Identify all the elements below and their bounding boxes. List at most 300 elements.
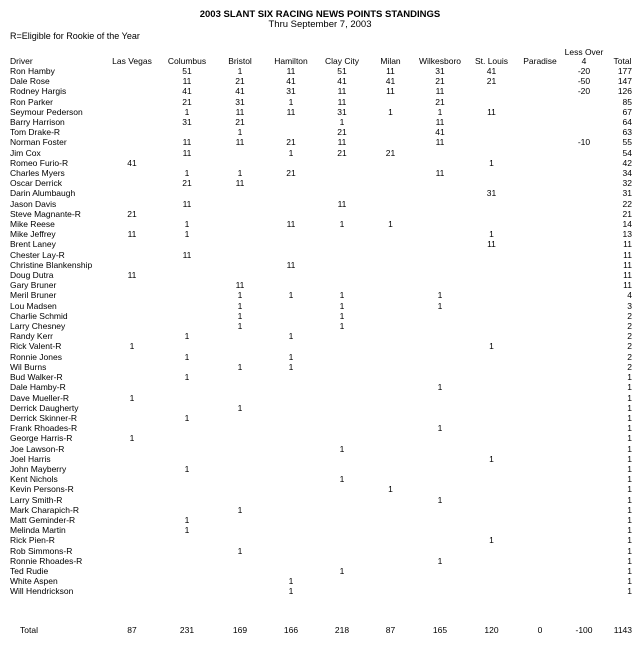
total-points: 1 — [627, 474, 632, 485]
points-cell: 1 — [288, 290, 294, 301]
table-row — [0, 474, 640, 484]
points-cell — [563, 352, 605, 362]
total-points: 11 — [623, 249, 632, 260]
points-cell — [367, 341, 414, 351]
points-cell — [105, 199, 159, 209]
points-cell — [563, 393, 605, 403]
points-cell — [215, 393, 265, 403]
points-cell — [466, 372, 517, 382]
points-cell — [367, 382, 414, 392]
points-cell — [563, 474, 605, 484]
points-cell: 41 — [385, 76, 396, 87]
points-cell — [563, 158, 605, 168]
driver-name: Ted Rudie — [10, 565, 49, 576]
points-cell — [466, 178, 517, 188]
spacer-row — [0, 597, 640, 615]
points-cell — [517, 199, 563, 209]
table-row — [0, 290, 640, 300]
points-cell — [414, 331, 466, 341]
points-cell — [367, 474, 414, 484]
points-cell — [105, 250, 159, 260]
points-cell — [414, 546, 466, 556]
points-cell — [414, 158, 466, 168]
points-cell — [215, 474, 265, 484]
points-cell — [563, 576, 605, 586]
points-cell: 11 — [235, 280, 245, 291]
points-cell — [159, 321, 215, 331]
points-cell — [367, 260, 414, 270]
points-cell — [215, 444, 265, 454]
table-row — [0, 515, 640, 525]
points-cell: 1 — [437, 494, 443, 505]
points-cell: 1 — [437, 382, 443, 393]
points-cell — [367, 352, 414, 362]
points-cell — [105, 239, 159, 249]
points-cell — [563, 229, 605, 239]
points-cell — [367, 423, 414, 433]
points-cell — [563, 413, 605, 423]
points-cell — [466, 168, 517, 178]
table-row — [0, 311, 640, 321]
points-cell: 21 — [182, 178, 192, 189]
points-cell — [159, 484, 215, 494]
table-row — [0, 148, 640, 158]
points-cell — [265, 474, 317, 484]
points-cell — [367, 311, 414, 321]
points-cell — [414, 413, 466, 423]
column-total: 218 — [334, 624, 350, 635]
points-cell — [466, 566, 517, 576]
points-cell — [317, 464, 367, 474]
driver-name: Gary Bruner — [10, 280, 57, 291]
points-cell — [517, 137, 563, 147]
total-points: 1 — [627, 576, 632, 587]
points-cell — [367, 127, 414, 137]
points-cell — [367, 433, 414, 443]
points-cell — [105, 413, 159, 423]
table-body — [0, 66, 640, 597]
driver-name: Christine Blankenship — [10, 259, 93, 270]
points-cell — [215, 433, 265, 443]
table-row — [0, 525, 640, 535]
total-points: 1 — [627, 484, 632, 495]
points-cell — [517, 454, 563, 464]
points-cell: 11 — [435, 86, 445, 97]
points-cell — [317, 352, 367, 362]
points-cell — [517, 97, 563, 107]
table-row — [0, 546, 640, 556]
total-points: 2 — [627, 361, 632, 372]
driver-name: Tom Drake-R — [10, 127, 61, 138]
points-cell: 21 — [337, 147, 347, 158]
points-cell — [563, 239, 605, 249]
points-cell — [105, 382, 159, 392]
points-cell — [265, 484, 317, 494]
points-cell — [517, 576, 563, 586]
points-cell — [159, 290, 215, 300]
points-cell — [563, 586, 605, 596]
points-cell: 1 — [184, 412, 190, 423]
points-cell — [517, 321, 563, 331]
points-cell — [563, 270, 605, 280]
points-cell — [105, 454, 159, 464]
points-cell — [367, 515, 414, 525]
points-cell — [215, 260, 265, 270]
table-row — [0, 444, 640, 454]
points-cell — [317, 586, 367, 596]
points-cell — [105, 188, 159, 198]
table-row — [0, 352, 640, 362]
points-cell — [517, 413, 563, 423]
points-cell: 11 — [286, 259, 296, 270]
column-header-less-over-4: Less Over 4 — [564, 47, 604, 66]
points-cell — [367, 280, 414, 290]
points-cell — [317, 515, 367, 525]
points-cell — [105, 474, 159, 484]
column-header-milan: Milan — [380, 56, 401, 66]
points-cell — [517, 372, 563, 382]
points-cell — [105, 260, 159, 270]
points-cell — [105, 444, 159, 454]
points-cell — [317, 331, 367, 341]
table-row — [0, 158, 640, 168]
points-cell: 21 — [337, 127, 347, 138]
points-cell: -20 — [577, 66, 591, 76]
points-cell — [563, 464, 605, 474]
points-cell — [105, 66, 159, 76]
points-cell — [215, 495, 265, 505]
points-cell: 51 — [337, 66, 347, 76]
points-cell — [317, 209, 367, 219]
column-total: 165 — [432, 624, 448, 635]
points-cell — [414, 464, 466, 474]
points-cell — [159, 362, 215, 372]
points-cell — [563, 423, 605, 433]
points-cell — [466, 127, 517, 137]
points-cell — [466, 331, 517, 341]
points-cell — [105, 525, 159, 535]
points-cell: 1 — [437, 106, 443, 117]
points-cell: 1 — [237, 66, 243, 76]
points-cell: 1 — [489, 229, 494, 240]
driver-name: Darin Alumbaugh — [10, 188, 76, 199]
points-cell: 11 — [386, 86, 395, 97]
table-row — [0, 393, 640, 403]
total-points: 1 — [627, 525, 632, 536]
points-cell — [215, 188, 265, 198]
points-cell — [105, 464, 159, 474]
driver-name: Randy Kerr — [10, 331, 53, 342]
column-total: 169 — [232, 624, 248, 635]
points-cell — [367, 444, 414, 454]
points-cell — [563, 168, 605, 178]
total-points: 11 — [623, 280, 632, 291]
driver-name: Seymour Pederson — [10, 106, 83, 117]
points-cell: 1 — [237, 310, 243, 321]
points-cell — [105, 148, 159, 158]
points-cell — [466, 97, 517, 107]
table-header-row — [0, 38, 640, 66]
points-cell — [105, 321, 159, 331]
points-cell: 1 — [237, 290, 243, 301]
column-header-st-louis: St. Louis — [474, 56, 509, 66]
points-cell — [367, 556, 414, 566]
points-cell: 1 — [339, 117, 345, 128]
points-cell — [517, 341, 563, 351]
points-cell: 1 — [339, 300, 345, 311]
points-cell — [265, 209, 317, 219]
points-cell: 11 — [337, 86, 347, 97]
driver-name: Steve Magnante-R — [10, 208, 81, 219]
points-cell — [563, 403, 605, 413]
total-points: 2 — [627, 331, 632, 342]
driver-name: Ron Hamby — [10, 66, 55, 76]
points-cell — [517, 250, 563, 260]
points-cell — [105, 178, 159, 188]
points-cell — [367, 586, 414, 596]
points-cell — [517, 178, 563, 188]
driver-name: Wil Burns — [10, 361, 47, 372]
total-points: 1 — [627, 535, 632, 546]
total-points: 13 — [622, 229, 632, 240]
points-cell — [517, 546, 563, 556]
driver-name: Oscar Derrick — [10, 178, 62, 189]
total-points: 42 — [622, 157, 632, 168]
points-cell — [317, 362, 367, 372]
points-cell: 1 — [388, 106, 393, 117]
column-header-bristol: Bristol — [228, 56, 252, 66]
points-cell — [105, 566, 159, 576]
driver-name: Rob Simmons-R — [10, 545, 73, 556]
points-cell — [466, 382, 517, 392]
points-cell: 1 — [339, 290, 345, 301]
points-cell — [265, 515, 317, 525]
points-cell — [367, 362, 414, 372]
points-cell: -20 — [577, 86, 591, 97]
points-cell — [414, 403, 466, 413]
column-header-driver: Driver — [10, 56, 33, 66]
points-cell — [265, 311, 317, 321]
points-cell — [105, 290, 159, 300]
rookie-legend-note: R=Eligible for Rookie of the Year — [10, 31, 140, 41]
points-cell: 1 — [129, 433, 135, 444]
points-cell — [414, 250, 466, 260]
column-total: 87 — [127, 624, 137, 635]
table-row — [0, 495, 640, 505]
points-cell — [517, 148, 563, 158]
points-cell — [159, 423, 215, 433]
points-cell: 1 — [339, 321, 345, 332]
points-cell — [466, 413, 517, 423]
points-cell: 31 — [235, 96, 245, 107]
points-cell: 21 — [435, 76, 445, 87]
points-cell — [215, 535, 265, 545]
column-total: 0 — [537, 624, 543, 635]
points-cell — [159, 188, 215, 198]
total-points: 64 — [622, 117, 632, 128]
points-cell: 11 — [235, 137, 245, 148]
points-cell — [563, 178, 605, 188]
points-cell — [159, 239, 215, 249]
points-cell — [317, 229, 367, 239]
points-cell — [265, 250, 317, 260]
points-cell — [105, 505, 159, 515]
points-cell — [215, 158, 265, 168]
points-cell: 1 — [339, 565, 345, 576]
table-row — [0, 280, 640, 290]
points-cell — [105, 586, 159, 596]
points-cell — [517, 66, 563, 76]
points-cell — [367, 178, 414, 188]
points-cell — [159, 127, 215, 137]
points-cell — [265, 535, 317, 545]
points-cell — [466, 280, 517, 290]
table-row — [0, 505, 640, 515]
driver-name: Chester Lay-R — [10, 249, 65, 260]
points-cell — [265, 229, 317, 239]
points-cell — [414, 525, 466, 535]
points-cell — [317, 341, 367, 351]
points-cell — [367, 321, 414, 331]
driver-name: Melinda Martin — [10, 525, 66, 536]
points-cell — [517, 239, 563, 249]
driver-name: Lou Madsen — [10, 300, 57, 311]
table-row — [0, 454, 640, 464]
table-row — [0, 301, 640, 311]
points-cell — [367, 168, 414, 178]
points-cell — [317, 505, 367, 515]
points-cell — [159, 158, 215, 168]
points-cell — [265, 393, 317, 403]
points-cell: 1 — [184, 106, 190, 117]
points-cell: 11 — [337, 96, 347, 107]
points-cell — [563, 566, 605, 576]
points-cell — [317, 239, 367, 249]
points-cell — [159, 454, 215, 464]
points-cell — [265, 413, 317, 423]
points-cell — [517, 382, 563, 392]
points-cell: 1 — [437, 423, 443, 434]
points-cell — [105, 535, 159, 545]
points-cell — [414, 270, 466, 280]
driver-name: Ronnie Rhoades-R — [10, 555, 83, 566]
points-cell — [215, 199, 265, 209]
points-cell — [466, 270, 517, 280]
points-cell — [265, 199, 317, 209]
points-cell — [367, 464, 414, 474]
points-cell — [265, 546, 317, 556]
points-cell — [563, 148, 605, 158]
total-points: 85 — [622, 96, 632, 107]
points-cell — [159, 576, 215, 586]
points-cell — [563, 454, 605, 464]
points-cell — [367, 301, 414, 311]
points-cell: 11 — [435, 168, 445, 179]
points-cell — [466, 444, 517, 454]
points-cell — [317, 168, 367, 178]
total-points: 126 — [617, 86, 632, 97]
table-row — [0, 209, 640, 219]
points-cell — [563, 331, 605, 341]
points-cell — [105, 556, 159, 566]
total-points: 1 — [627, 392, 632, 403]
points-cell — [367, 270, 414, 280]
table-row — [0, 107, 640, 117]
total-points: 11 — [623, 270, 632, 281]
table-row — [0, 413, 640, 423]
points-cell: 1 — [184, 463, 190, 474]
points-cell — [317, 280, 367, 290]
points-cell — [466, 495, 517, 505]
points-cell — [414, 505, 466, 515]
points-cell — [414, 433, 466, 443]
points-cell — [105, 117, 159, 127]
table-row — [0, 188, 640, 198]
points-cell — [367, 505, 414, 515]
points-cell — [563, 117, 605, 127]
points-cell — [466, 117, 517, 127]
points-cell — [367, 566, 414, 576]
points-cell — [317, 158, 367, 168]
points-cell — [414, 209, 466, 219]
points-cell — [466, 515, 517, 525]
points-cell — [563, 535, 605, 545]
points-cell: 1 — [237, 127, 243, 138]
standings-table — [0, 38, 640, 635]
points-cell — [563, 495, 605, 505]
points-cell: 21 — [235, 117, 245, 128]
points-cell — [317, 188, 367, 198]
table-row — [0, 178, 640, 188]
points-cell — [105, 546, 159, 556]
points-cell — [414, 219, 466, 229]
points-cell — [517, 270, 563, 280]
points-cell — [215, 423, 265, 433]
points-cell: 21 — [127, 208, 137, 219]
points-cell — [414, 321, 466, 331]
points-cell — [517, 444, 563, 454]
driver-name: George Harris-R — [10, 433, 73, 444]
driver-name: Rodney Hargis — [10, 86, 67, 97]
points-cell — [563, 515, 605, 525]
points-cell: 11 — [386, 66, 395, 76]
column-header-total: Total — [613, 56, 632, 66]
total-points: 54 — [622, 147, 632, 158]
points-cell — [466, 474, 517, 484]
points-cell: 1 — [339, 310, 345, 321]
column-total: 231 — [179, 624, 195, 635]
points-cell — [215, 464, 265, 474]
points-cell — [265, 423, 317, 433]
column-total: 1143 — [613, 624, 632, 635]
points-cell — [414, 280, 466, 290]
points-cell — [159, 260, 215, 270]
points-cell — [367, 372, 414, 382]
points-cell — [517, 86, 563, 96]
points-cell — [466, 433, 517, 443]
total-points: 1 — [627, 372, 632, 383]
points-cell — [563, 433, 605, 443]
driver-name: Matt Geminder-R — [10, 514, 76, 525]
points-cell — [265, 321, 317, 331]
points-cell — [215, 586, 265, 596]
points-cell: 41 — [286, 76, 296, 87]
points-cell — [367, 137, 414, 147]
points-cell — [265, 433, 317, 443]
driver-name: Derrick Daugherty — [10, 402, 79, 413]
points-cell: 1 — [184, 372, 190, 383]
total-points: 55 — [622, 137, 632, 148]
